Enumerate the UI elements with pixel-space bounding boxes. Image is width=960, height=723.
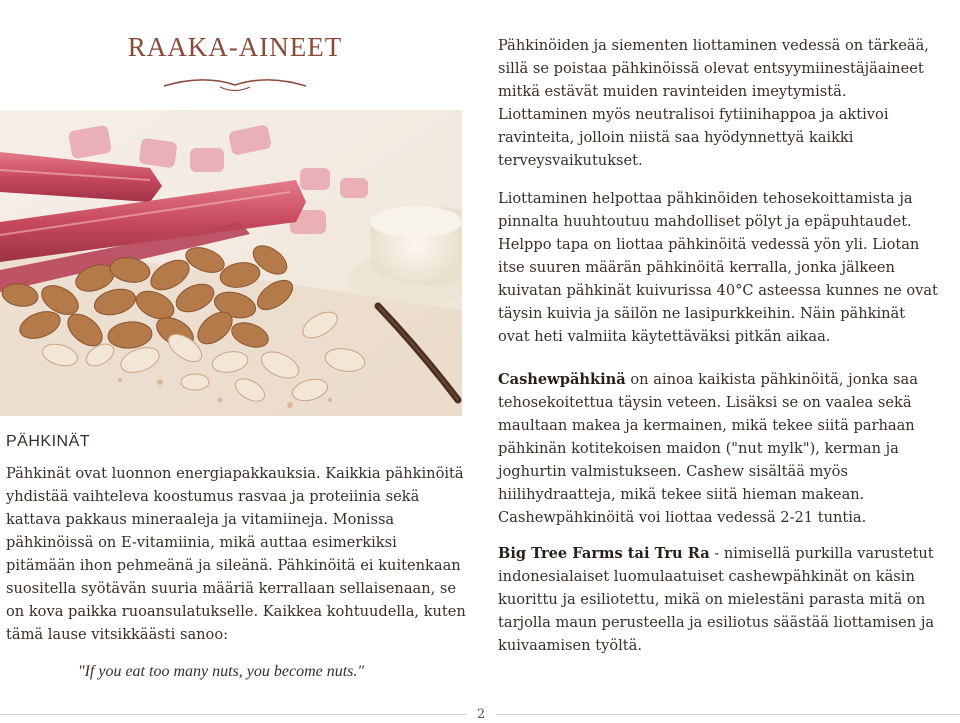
soaking-text-block [498, 34, 938, 348]
brand-description: - nimisellä purkilla varustetut indonesialaiset luomulaatuiset cashewpähkinät on käsin kuorittu ja esiliotettu, mikä on mielestäni parasta mitä on tarjolla maun perusteella ja esiliotus säästää liottamisen ja kuivaamisen työltä. [498, 545, 935, 654]
cashew-text-block [498, 368, 938, 657]
soaking-paragraph-1: Pähkinöiden ja siementen liottaminen vedessä on tärkeää, sillä se poistaa pähkinöissä olevat entsyymiinestäjäaineet mitkä estävät muiden ravinteiden imeytymistä. Liottaminen myös neutralisoi fytiinihappoa ja aktivoi ravinteita, jolloin niistä saa hyödynnettyä kaikki terveysvaikutukset. [498, 37, 929, 169]
page-title: RAAKA-AINEET [127, 32, 343, 62]
nuts-section [6, 430, 466, 683]
page-number: 2 [466, 707, 496, 722]
nuts-paragraph: Pähkinät ovat luonnon energiapakkauksia. Kaikkia pähkinöitä yhdistää vaihteleva koostumus rasvaa ja proteiinia sekä kattava pakkaus mineraaleja ja vitamiineja. Monissa pähkinöissä on E-vitamiinia, mikä auttaa esimerkiksi pitämään ihon pehmeänä ja sileänä. Pähkinöitä ei kuitenkaan suositella syötävän suuria määriä kerrallaan sellaisenaan, se on kova paikka ruoansulatukselle. Kaikkea kohtuudella, kuten tämä lause vitsikkäästi sanoo: [6, 465, 466, 643]
cashew-paragraph [498, 368, 938, 529]
brand-paragraph [498, 542, 938, 657]
brand-term: Big Tree Farms tai Tru Ra [498, 545, 710, 562]
soaking-paragraph-2: Liottaminen helpottaa pähkinöiden tehosekoittamista ja pinnalta huuhtoutuu mahdolliset pölyt ja epäpuhtaudet. Helppo tapa on liottaa pähkinöitä vedessä yön yli. Liotan itse suuren määrän pähkinöitä kerralla, jonka jälkeen kuivatan pähkinät kuivurissa 40°C asteessa kunnes ne ovat täysin kuivia ja säilön ne lasipurkkeihin. Näin pähkinät ovat heti valmiita käytettäväksi pitkän aikaa. [498, 190, 938, 345]
cashew-term: Cashewpähkinä [498, 371, 626, 388]
decorative-flourish [160, 74, 310, 94]
nuts-quote: "If you eat too many nuts, you become nuts." [77, 663, 365, 680]
section-heading: PÄHKINÄT [6, 433, 91, 450]
almonds-rhubarb-photo [0, 110, 462, 416]
cashew-description: on ainoa kaikista pähkinöitä, jonka saa tehosekoitettua täysin veteen. Lisäksi se on vaalea sekä maultaan makea ja kermainen, mikä tekee siitä parhaan pähkinän kotitekoisen maidon ("nut mylk"), kerman ja joghurtin valmistukseen. Cashew sisältää myös hiilihydraatteja, mikä tekee siitä hieman makean. Cashewpähkinöitä voi liottaa vedessä 2-21 tuntia. [498, 371, 918, 526]
